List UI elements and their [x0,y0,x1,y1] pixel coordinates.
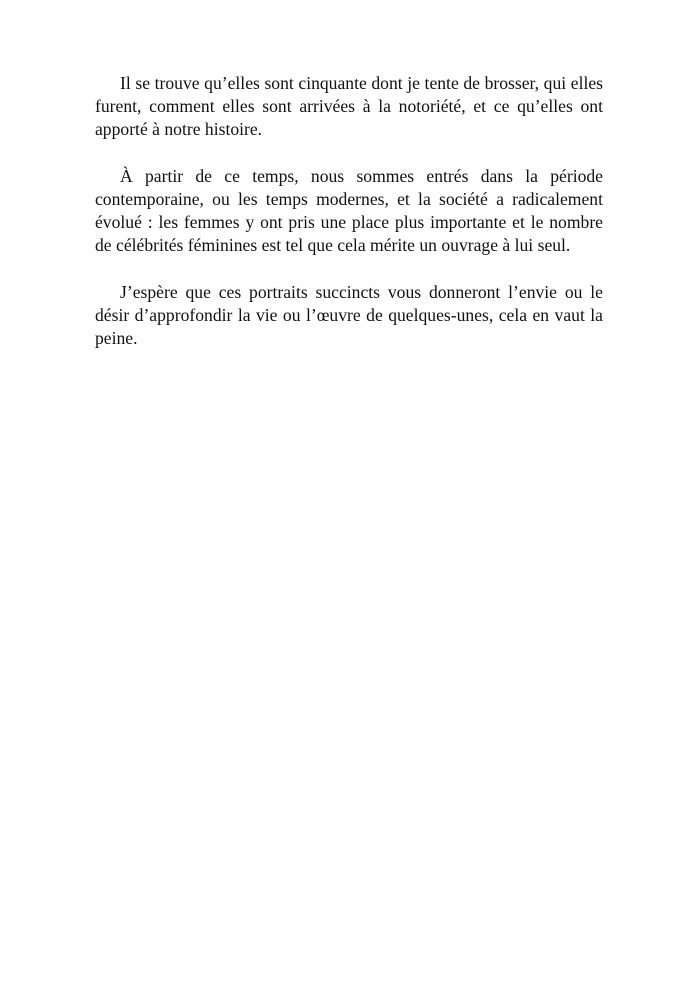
paragraph-3: J’espère que ces portraits succincts vous donneront l’envie ou le désir d’approfondir la vie ou l’œuvre de quelques-unes, cela en vaut la peine. [95,281,603,349]
paragraph-2: À partir de ce temps, nous sommes entrés dans la période contemporaine, ou les temps modernes, et la société a radicalement évolué : les femmes y ont pris une place plus importante et le nombre de célébrités féminines est tel que cela mérite un ouvrage à lui seul. [95,165,603,256]
paragraph-1: Il se trouve qu’elles sont cinquante dont je tente de brosser, qui elles furent, comment elles sont arrivées à la notoriété, et ce qu’elles ont apporté à notre histoire. [95,73,603,140]
body-text [95,72,603,374]
